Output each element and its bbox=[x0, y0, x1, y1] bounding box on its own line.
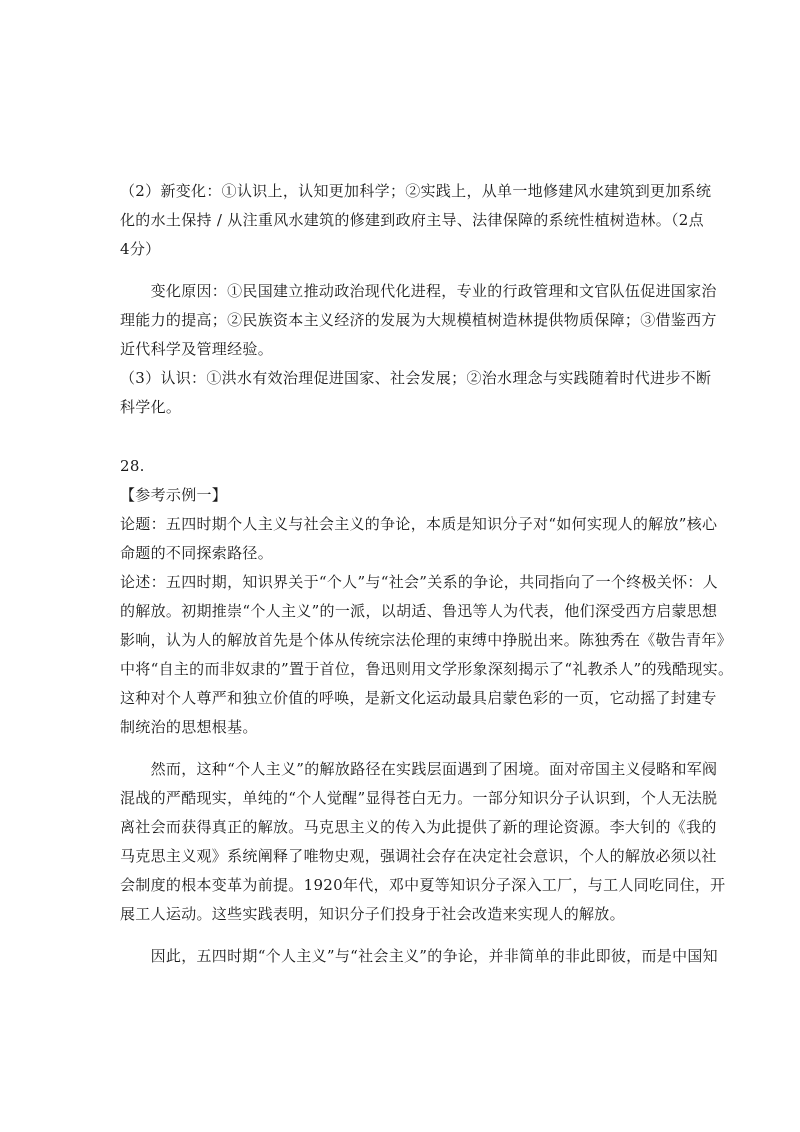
thesis-line: 命题的不同探索路径。 bbox=[120, 544, 274, 562]
argument-line: 影响，认为人的解放首先是个体从传统宗法伦理的束缚中挣脱出来。陈独秀在《敬告青年》 bbox=[120, 631, 733, 649]
question-28 bbox=[120, 452, 734, 971]
example-title: 【参考示例一】 bbox=[120, 486, 228, 504]
paragraph-line: 展工人运动。这些实践表明，知识分子们投身于社会改造来实现人的解放。 bbox=[120, 905, 625, 923]
text-line: 科学化。 bbox=[120, 398, 182, 416]
argument-line: 的解放。初期推崇“个人主义”的一派，以胡适、鲁迅等人为代表，他们深受西方启蒙思想 bbox=[120, 602, 718, 620]
answer-reasons bbox=[120, 277, 717, 364]
argument-line: 中将“自主的而非奴隶的”置于首位，鲁迅则用文学形象深刻揭示了“礼教杀人”的残酷现实。 bbox=[120, 660, 734, 678]
paragraph-line: 因此，五四时期“个人主义”与“社会主义”的争论，并非简单的非此即彼，而是中国知 bbox=[120, 947, 718, 965]
argument-line: 这种对个人尊严和独立价值的呼唤，是新文化运动最具启蒙色彩的一页，它动摇了封建专 bbox=[120, 689, 717, 707]
thesis-line: 论题：五四时期个人主义与社会主义的争论，本质是知识分子对“如何实现人的解放”核心 bbox=[120, 515, 718, 533]
argument-line: 论述：五四时期，知识界关于“个人”与“社会”关系的争论，共同指向了一个终极关怀：人 bbox=[120, 573, 718, 591]
answer-q3 bbox=[120, 364, 712, 422]
paragraph-line: 会制度的根本变革为前提。1920年代，邓中夏等知识分子深入工厂，与工人同吃同住，开 bbox=[120, 876, 726, 894]
question-number: 28. bbox=[120, 457, 145, 475]
text-line: 近代科学及管理经验。 bbox=[120, 340, 274, 358]
paragraph-line: 马克思主义观》系统阐释了唯物史观，强调社会存在决定社会意识，个人的解放必须以社 bbox=[120, 847, 717, 865]
text-line: 化的水土保持 / 从注重风水建筑的修建到政府主导、法律保障的系统性植树造林。（2点 bbox=[120, 211, 704, 229]
text-line: （3）认识：①洪水有效治理促进国家、社会发展；②治水理念与实践随着时代进步不断 bbox=[120, 369, 712, 387]
document-page bbox=[120, 177, 734, 971]
answer-q2 bbox=[120, 177, 712, 264]
text-line: 变化原因：①民国建立推动政治现代化进程，专业的行政管理和文官队伍促进国家治 bbox=[120, 282, 717, 300]
text-line: 4分） bbox=[120, 240, 161, 258]
argument-line: 制统治的思想根基。 bbox=[120, 718, 258, 736]
paragraph-line: 然而，这种“个人主义”的解放路径在实践层面遇到了困境。面对帝国主义侵略和军阀 bbox=[120, 760, 718, 778]
paragraph-line: 混战的严酷现实，单纯的“个人觉醒”显得苍白无力。一部分知识分子认识到，个人无法脱 bbox=[120, 789, 718, 807]
paragraph-line: 离社会而获得真正的解放。马克思主义的传入为此提供了新的理论资源。李大钊的《我的 bbox=[120, 818, 717, 836]
text-line: （2）新变化：①认识上，认知更加科学；②实践上，从单一地修建风水建筑到更加系统 bbox=[120, 182, 712, 200]
text-line: 理能力的提高；②民族资本主义经济的发展为大规模植树造林提供物质保障；③借鉴西方 bbox=[120, 311, 717, 329]
